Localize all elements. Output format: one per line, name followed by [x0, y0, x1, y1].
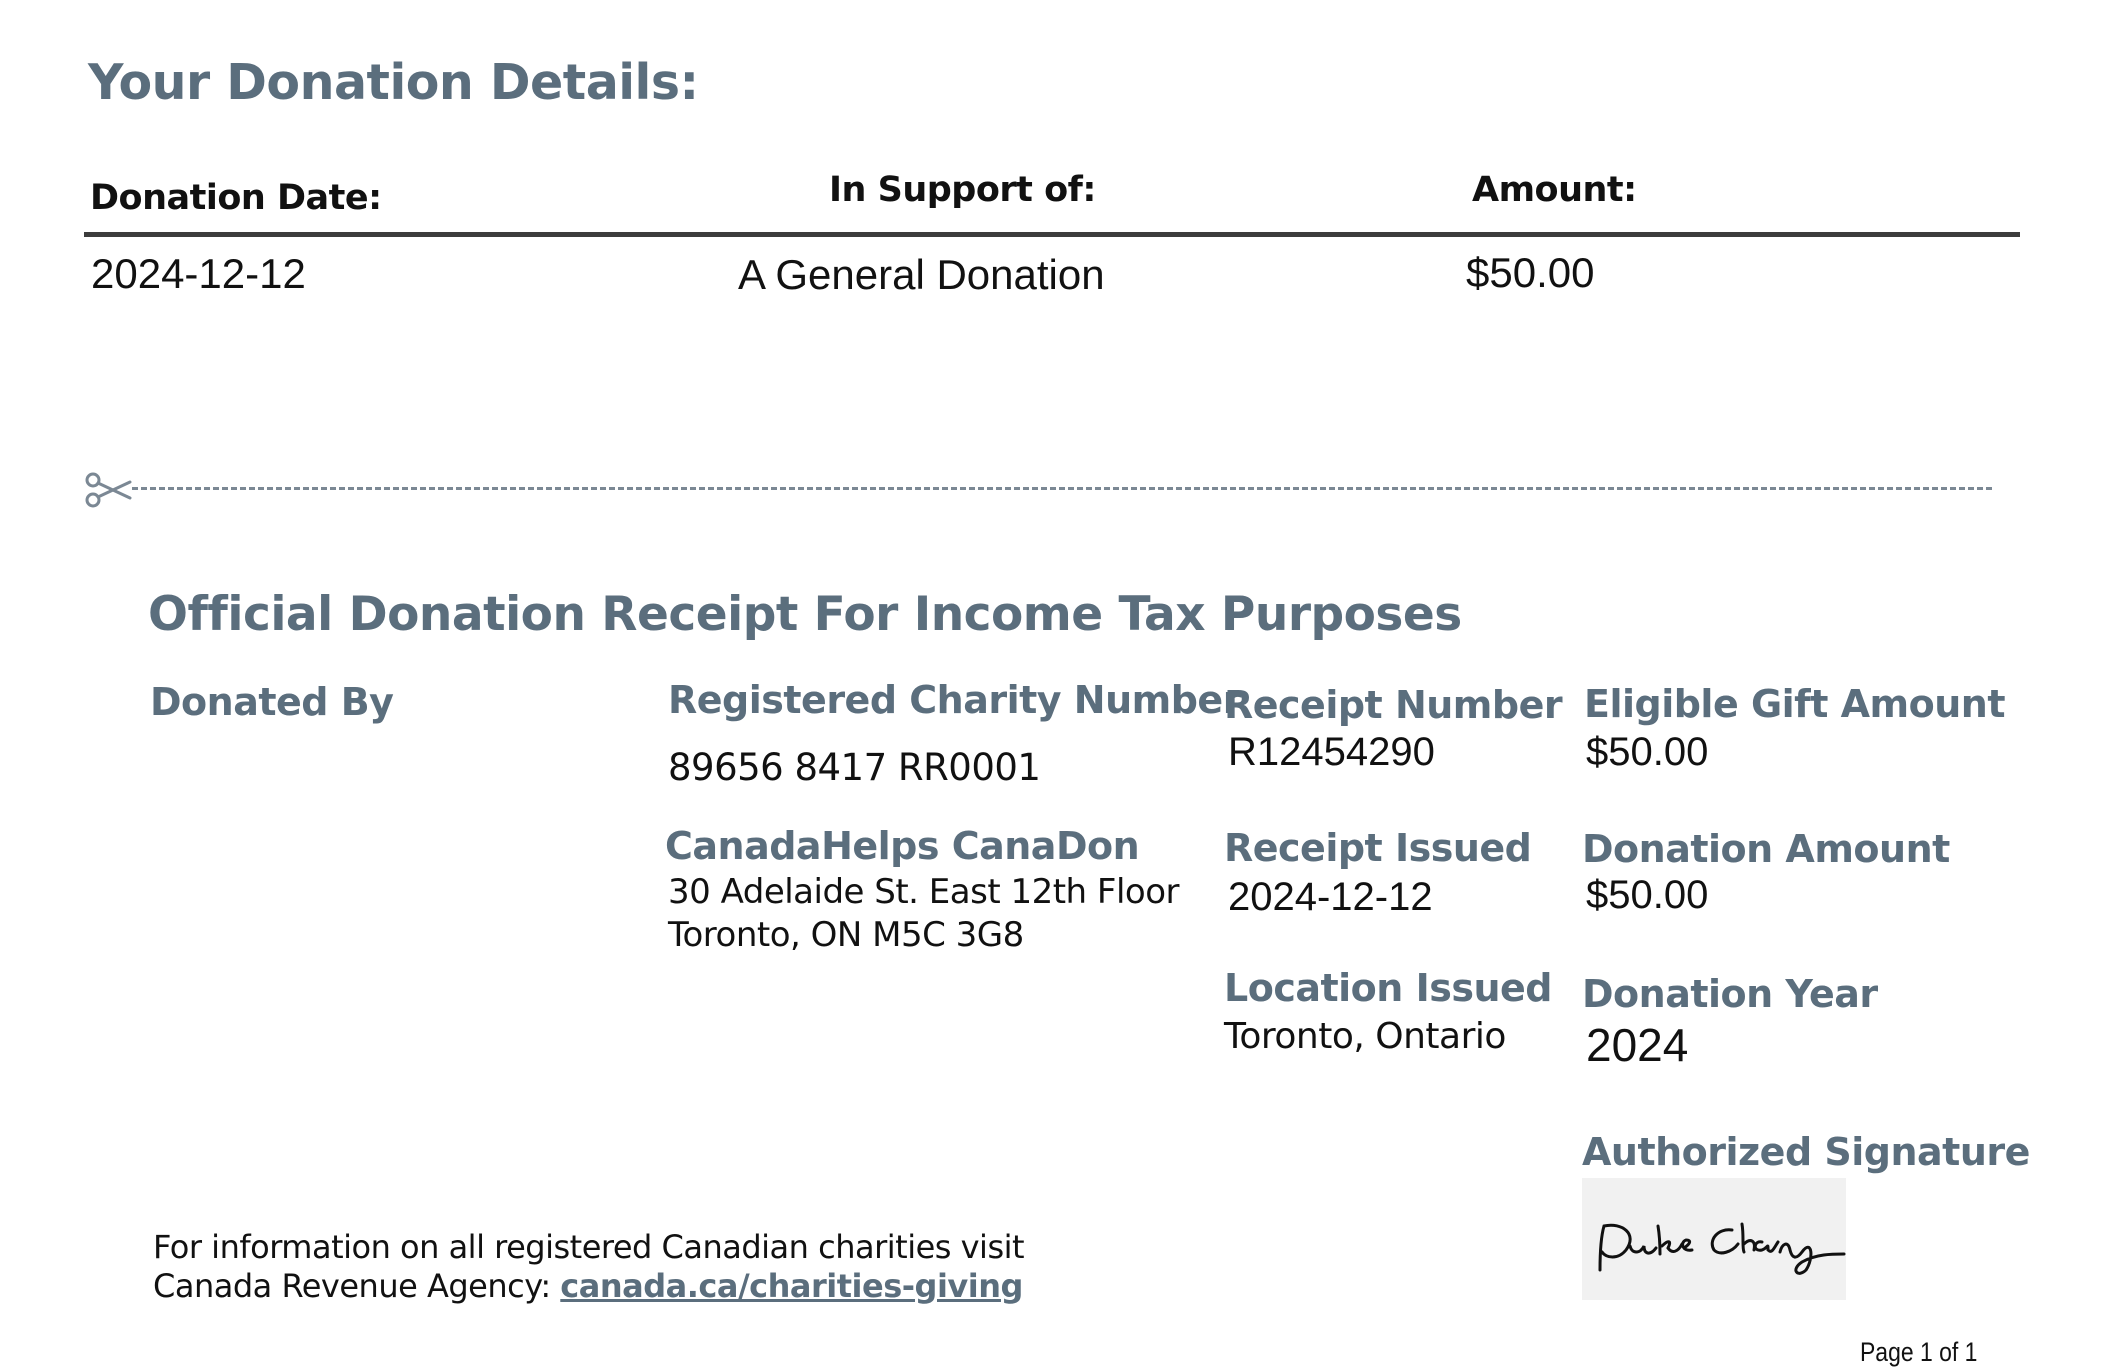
receipt-title: Official Donation Receipt For Income Tax Purposes — [148, 587, 1462, 642]
column-header-in-support-of: In Support of: — [829, 170, 1096, 210]
charity-name: CanadaHelps CanaDon — [665, 824, 1140, 868]
location-issued-label: Location Issued — [1224, 966, 1552, 1010]
charity-number-value: 89656 8417 RR0001 — [668, 746, 1041, 789]
donation-amount-label: Donation Amount — [1582, 827, 1950, 871]
in-support-of-value: A General Donation — [738, 251, 1105, 298]
footer-info-line1: For information on all registered Canadian charities visit — [153, 1228, 1025, 1266]
charity-address-line2: Toronto, ON M5C 3G8 — [668, 915, 1024, 955]
signature-image — [1582, 1178, 1846, 1300]
donated-by-label: Donated By — [150, 680, 394, 724]
eligible-gift-value: $50.00 — [1586, 730, 1709, 774]
receipt-issued-label: Receipt Issued — [1224, 826, 1532, 870]
charity-number-label: Registered Charity Number — [668, 678, 1241, 722]
donation-amount-value: $50.00 — [1586, 873, 1709, 917]
location-issued-value: Toronto, Ontario — [1224, 1016, 1506, 1057]
footer-info-line2 — [153, 1267, 1023, 1305]
scissors-icon — [84, 470, 132, 510]
donation-details-title: Your Donation Details: — [88, 54, 699, 111]
receipt-number-label: Receipt Number — [1224, 683, 1563, 727]
table-header-rule — [84, 232, 2020, 237]
footer-info-prefix: Canada Revenue Agency: — [153, 1267, 561, 1305]
authorized-signature-label: Authorized Signature — [1582, 1130, 2030, 1174]
column-header-amount: Amount: — [1472, 170, 1637, 210]
charities-giving-link[interactable]: canada.ca/charities-giving — [560, 1267, 1023, 1305]
page-number: Page 1 of 1 — [1860, 1337, 1978, 1367]
charity-address-line1: 30 Adelaide St. East 12th Floor — [668, 872, 1180, 912]
donation-year-value: 2024 — [1586, 1019, 1689, 1071]
column-header-donation-date: Donation Date: — [90, 178, 382, 218]
donation-date-value: 2024-12-12 — [91, 250, 306, 297]
cut-line — [132, 487, 1992, 490]
receipt-issued-value: 2024-12-12 — [1228, 875, 1433, 919]
donation-year-label: Donation Year — [1582, 972, 1878, 1016]
receipt-number-value: R12454290 — [1228, 730, 1435, 774]
amount-value: $50.00 — [1466, 249, 1595, 296]
eligible-gift-label: Eligible Gift Amount — [1584, 682, 2005, 726]
